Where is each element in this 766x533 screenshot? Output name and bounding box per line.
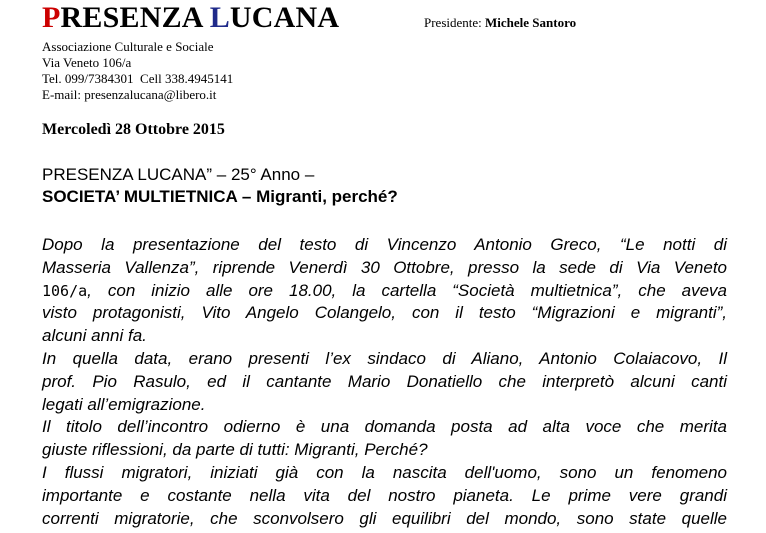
address-number: 106/a (42, 281, 88, 300)
contact-phone: Tel. 099/7384301 Cell 338.4945141 (42, 71, 234, 86)
contact-address: Via Veneto 106/a (42, 55, 132, 70)
org-name-initial-p: P (42, 1, 61, 34)
text-line: correnti migratorie, che sconvolsero gli equilibri del mondo, sono state quelle (42, 508, 727, 528)
event-subtitle: SOCIETA’ MULTIETNICA – Migranti, perché? (42, 187, 398, 206)
letterhead (42, 0, 742, 38)
contact-email: E-mail: presenzalucana@libero.it (42, 87, 217, 102)
text-line: In quella data, erano presenti l’ex sindaco di Aliano, Antonio Colaiacovo, Il (42, 348, 727, 368)
text-line: I flussi migratori, iniziati già con la nascita dell'uomo, sono un fenomeno (42, 462, 727, 482)
org-name-initial-l: L (209, 1, 230, 34)
text-line-rest: , con inizio alle ore 18.00, la cartella “Società multietnica”, che aveva (87, 280, 727, 300)
org-name-first-rest: RESENZA (60, 1, 202, 34)
text-line: Il titolo dell’incontro odierno è una domanda posta ad alta voce che merita (42, 417, 727, 437)
paragraph-2 (42, 348, 727, 416)
president-line (424, 15, 576, 31)
text-line: giuste riflessioni, da parte di tutti: Migranti, Perché? (42, 440, 428, 460)
organization-name (42, 0, 339, 36)
text-line: alcuni anni fa. (42, 326, 147, 346)
contact-block (42, 39, 233, 103)
org-name-second-rest: UCANA (229, 1, 340, 34)
text-line: Dopo la presentazione del testo di Vincenzo Antonio Greco, “Le notti di (42, 235, 727, 254)
contact-association: Associazione Culturale e Sociale (42, 39, 214, 54)
text-line: Masseria Vallenza”, riprende Venerdì 30 Ottobre, presso la sede di Via Veneto (42, 257, 727, 277)
text-line: importante e costante nella vita del nostro pianeta. Le prime vere grandi (42, 485, 727, 505)
president-name: Michele Santoro (485, 15, 577, 30)
paragraph-4 (42, 462, 727, 530)
event-title: PRESENZA LUCANA” – 25° Anno – (42, 165, 315, 184)
president-label: Presidente: (424, 15, 482, 30)
text-line (42, 280, 727, 303)
text-line: legati all’emigrazione. (42, 394, 206, 414)
article-body (42, 234, 727, 530)
text-line: prof. Pio Rasulo, ed il cantante Mario Donatiello che interpretò alcuni canti (42, 371, 727, 391)
text-line: visto protagonisti, Vito Angelo Colangelo, con il testo “Migrazioni e migranti”, (42, 303, 727, 323)
document-date: Mercoledì 28 Ottobre 2015 (42, 121, 225, 138)
paragraph-1 (42, 234, 727, 348)
paragraph-3 (42, 416, 727, 462)
